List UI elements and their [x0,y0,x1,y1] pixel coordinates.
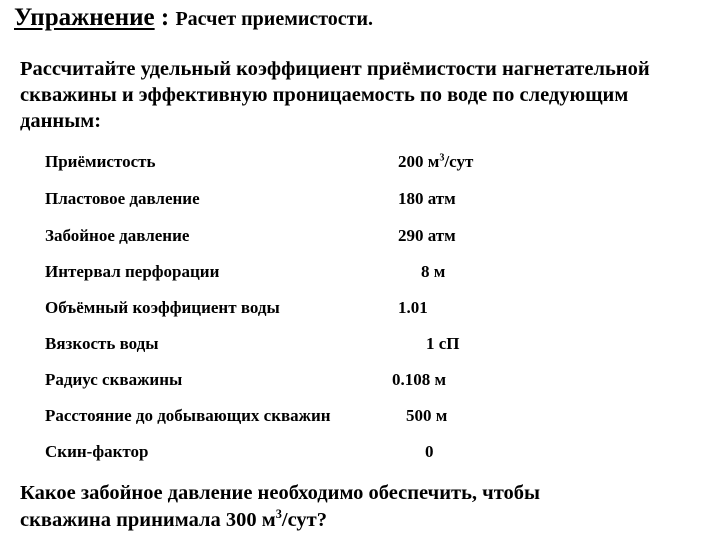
title-subtitle: Расчет приемистости. [175,8,373,30]
param-label-perforation-interval: Интервал перфорации [45,262,220,281]
param-label-reservoir-pressure: Пластовое давление [45,189,200,208]
question-line-1: Какое забойное давление необходимо обеспечить, чтобы [20,482,541,504]
title-colon: : [154,4,176,31]
param-value-reservoir-pressure: 180 атм [398,189,456,208]
title-main: Упражнение [14,4,155,31]
task-intro: Рассчитайте удельный коэффициент приёмистости нагнетательной скважины и эффективную проницаемость по воде по следующим данным: [20,58,650,132]
param-value-distance-to-producers: 500 м [406,406,448,425]
param-label-injectivity: Приёмистость [45,152,156,171]
param-label-bottomhole-pressure: Забойное давление [45,226,190,245]
task-question [20,480,710,534]
param-value-injectivity-num: 200 м [398,152,440,171]
param-value-water-volume-factor: 1.01 [398,298,428,317]
question-line-2 [20,507,710,534]
question-line-2-text: скважина принимала 300 м [20,509,276,531]
param-value-skin-factor: 0 [425,442,434,461]
param-value-water-viscosity: 1 сП [426,334,460,353]
param-value-injectivity-sup: 3 [439,152,445,164]
param-label-water-viscosity: Вязкость воды [45,334,159,353]
param-value-bottomhole-pressure: 290 атм [398,226,456,245]
page-title [14,4,373,32]
question-line-2-unit: /сут? [281,509,327,531]
param-value-injectivity [398,152,473,172]
param-label-distance-to-producers: Расстояние до добывающих скважин [45,406,331,425]
question-line-2-sup: 3 [275,507,282,522]
param-value-perforation-interval: 8 м [421,262,446,281]
param-label-water-volume-factor: Объёмный коэффициент воды [45,298,280,317]
param-value-injectivity-unit: /сут [444,152,474,171]
param-label-well-radius: Радиус скважины [45,370,183,389]
param-label-skin-factor: Скин-фактор [45,442,149,461]
param-value-well-radius: 0.108 м [392,370,447,389]
